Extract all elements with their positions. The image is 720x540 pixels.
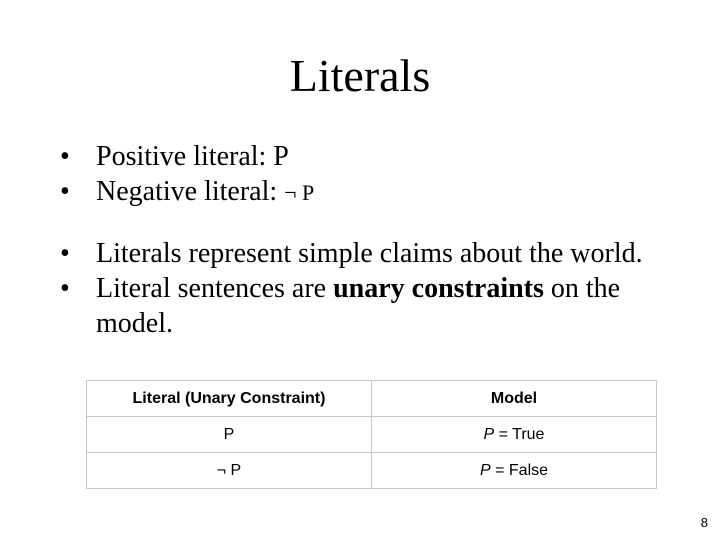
bullet-text: Negative literal: [96, 176, 285, 207]
literal-definitions-list [60, 139, 314, 210]
bullet-positive-literal [60, 139, 314, 174]
bullet-dot: • [60, 238, 70, 269]
bullet-text-suffix: on the model. [96, 273, 621, 339]
table-cell-literal: ¬ P [87, 453, 372, 489]
table-cell-model [372, 453, 657, 489]
table-cell-model [372, 417, 657, 453]
table-header-model: Model [372, 381, 657, 417]
table-row [87, 417, 657, 453]
bullet-text: Positive literal: P [96, 141, 289, 172]
table-cell-literal: P [87, 417, 372, 453]
bullet-unary-constraints [60, 271, 660, 341]
bullet-dot: • [60, 176, 70, 207]
bullet-text-bold: unary constraints [333, 273, 544, 304]
negation-symbol: ¬ P [284, 180, 315, 205]
table-row [87, 453, 657, 489]
model-value: = True [494, 425, 545, 443]
slide-title: Literals [289, 50, 431, 101]
table-header-row [87, 381, 657, 417]
page-number: 8 [700, 515, 708, 530]
literal-explanation-list [60, 236, 660, 341]
bullet-simple-claims [60, 236, 660, 271]
bullet-dot: • [60, 141, 70, 172]
table-header-literal: Literal (Unary Constraint) [87, 381, 372, 417]
model-variable: P [479, 461, 491, 479]
bullet-text: Literals represent simple claims about the world. [96, 238, 643, 269]
model-value: = False [490, 461, 549, 479]
bullet-negative-literal [60, 174, 314, 210]
bullet-dot: • [60, 273, 70, 304]
model-variable: P [483, 425, 495, 443]
literal-model-table [86, 380, 657, 489]
bullet-text-prefix: Literal sentences are [96, 273, 334, 304]
